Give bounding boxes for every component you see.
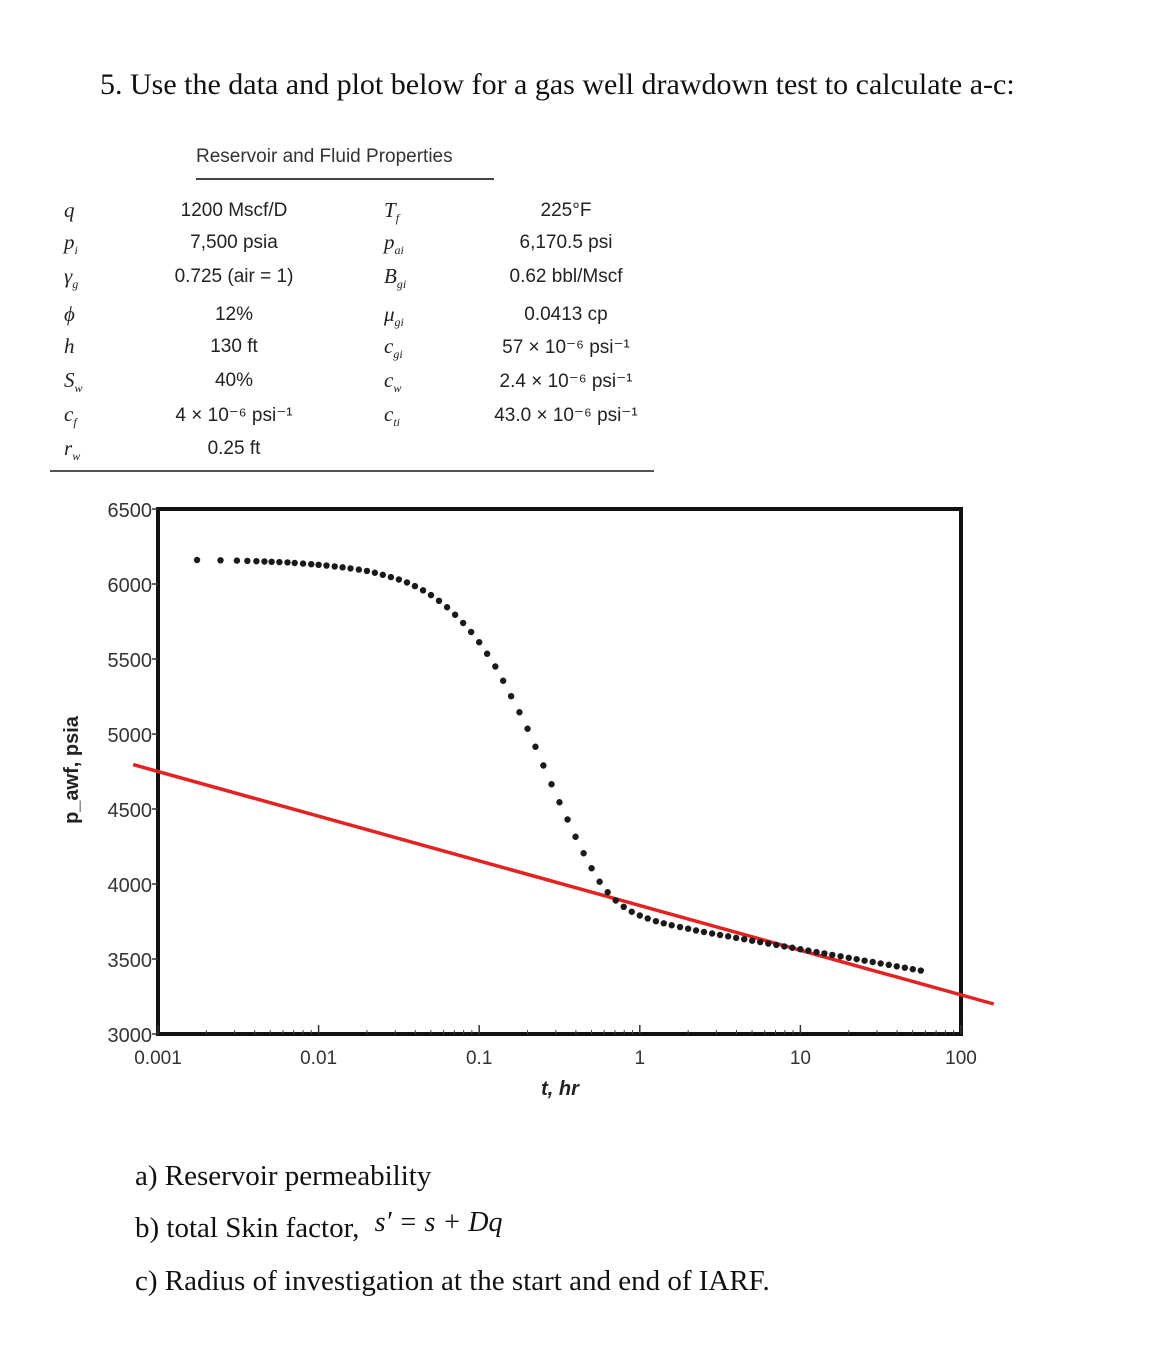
iarf-fit-line	[133, 765, 994, 1004]
right-symbol: $c_w$	[384, 368, 402, 396]
data-point	[572, 834, 578, 840]
x-tick-label: 10	[789, 1048, 811, 1069]
data-point	[308, 561, 314, 567]
data-point	[276, 559, 282, 565]
right-symbol: $c_{gi}$	[384, 334, 403, 362]
data-point	[532, 744, 538, 750]
right-value: 2.4 × 10⁻⁶ psi⁻¹	[499, 371, 633, 392]
data-point	[284, 559, 290, 565]
right-symbol: $p_{ai}$	[384, 230, 404, 258]
question-parts	[135, 1150, 770, 1307]
data-point	[436, 598, 442, 604]
data-point	[292, 560, 298, 566]
data-point	[853, 956, 859, 962]
left-symbol: $\gamma_g$	[64, 264, 79, 292]
left-value: 1200 Mscf/D	[180, 200, 288, 221]
data-point	[420, 587, 426, 593]
data-point	[846, 955, 852, 961]
data-point	[468, 629, 474, 635]
data-point	[613, 897, 619, 903]
x-axis-label: t, hr	[541, 1078, 579, 1100]
data-point	[540, 762, 546, 768]
data-point	[910, 966, 916, 972]
x-tick-label: 0.001	[134, 1048, 182, 1069]
right-value: 225°F	[540, 200, 592, 221]
data-point	[749, 938, 755, 944]
data-point	[837, 953, 843, 959]
data-point	[372, 570, 378, 576]
data-point	[388, 574, 394, 580]
y-tick-label: 3000	[107, 1025, 152, 1047]
left-value: 40%	[214, 370, 254, 391]
data-point	[500, 678, 506, 684]
data-point	[268, 559, 274, 565]
data-point	[484, 651, 490, 657]
y-tick-label: 3500	[107, 950, 152, 972]
data-point	[629, 909, 635, 915]
left-symbol: $c_f$	[64, 402, 77, 430]
data-point	[861, 957, 867, 963]
y-tick-label: 6000	[107, 575, 152, 597]
data-point	[428, 592, 434, 598]
left-value: 0.725 (air = 1)	[174, 266, 294, 287]
left-value: 130 ft	[210, 336, 258, 357]
data-point	[323, 562, 329, 568]
question-text: 5. Use the data and plot below for a gas well drawdown test to calculate a-c:	[100, 68, 1015, 101]
data-point	[829, 952, 835, 958]
data-point	[725, 933, 731, 939]
right-value: 43.0 × 10⁻⁶ psi⁻¹	[494, 405, 638, 426]
x-tick-label: 0.01	[300, 1048, 338, 1069]
data-point	[556, 799, 562, 805]
left-symbol: $p_i$	[64, 230, 78, 258]
right-value: 6,170.5 psi	[519, 232, 613, 253]
data-point	[194, 557, 200, 563]
data-point	[396, 576, 402, 582]
data-point	[797, 946, 803, 952]
left-value: 12%	[214, 304, 254, 325]
data-point	[693, 927, 699, 933]
y-axis-label: p_awf, psia	[61, 716, 83, 824]
y-tick-label: 5000	[107, 725, 152, 747]
right-value: 0.0413 cp	[524, 304, 608, 325]
data-point	[757, 939, 763, 945]
data-point	[894, 963, 900, 969]
table-title: Reservoir and Fluid Properties	[196, 146, 453, 167]
data-point	[564, 816, 570, 822]
data-point	[476, 639, 482, 645]
right-value: 57 × 10⁻⁶ psi⁻¹	[502, 337, 630, 358]
data-point	[253, 558, 259, 564]
data-point	[580, 850, 586, 856]
data-point	[452, 612, 458, 618]
data-point	[596, 879, 602, 885]
part-a: a) Reservoir permeability	[135, 1160, 432, 1192]
data-point	[765, 940, 771, 946]
x-tick-label: 0.1	[465, 1048, 493, 1069]
data-point	[508, 693, 514, 699]
y-tick-label: 4500	[107, 800, 152, 822]
x-tick-label: 100	[945, 1048, 977, 1069]
y-tick-label: 6500	[107, 500, 152, 522]
data-point	[315, 562, 321, 568]
data-point	[339, 564, 345, 570]
right-symbol: $\mu_{gi}$	[384, 302, 404, 330]
data-point	[217, 557, 223, 563]
right-value: 0.62 bbl/Mscf	[509, 266, 623, 287]
part-b-text: b) total Skin factor,	[135, 1212, 360, 1244]
skin-formula: s′ = s + Dq	[374, 1207, 503, 1238]
data-point	[773, 942, 779, 948]
data-point	[444, 604, 450, 610]
data-point	[548, 781, 554, 787]
data-point	[661, 920, 667, 926]
data-point	[356, 566, 362, 572]
left-symbol: $S_w$	[64, 368, 83, 396]
left-symbol: $r_w$	[64, 436, 81, 464]
data-point	[604, 889, 610, 895]
data-point	[637, 912, 643, 918]
data-point	[364, 568, 370, 574]
part-c: c) Radius of investigation at the start and end of IARF.	[135, 1265, 770, 1297]
data-point	[877, 960, 883, 966]
part-b	[135, 1202, 770, 1255]
data-point	[645, 915, 651, 921]
data-point	[781, 943, 787, 949]
data-point	[677, 924, 683, 930]
data-point	[789, 945, 795, 951]
right-symbol: $B_{gi}$	[384, 264, 407, 292]
left-value: 0.25 ft	[207, 438, 261, 459]
data-point	[516, 709, 522, 715]
data-point	[460, 620, 466, 626]
data-point	[244, 558, 250, 564]
data-point	[412, 583, 418, 589]
left-symbol: q	[64, 198, 75, 222]
data-point	[886, 962, 892, 968]
data-point	[709, 930, 715, 936]
data-point	[741, 936, 747, 942]
data-point	[821, 950, 827, 956]
right-symbol: $T_f$	[384, 198, 400, 226]
y-tick-label: 4000	[107, 875, 152, 897]
data-point	[234, 557, 240, 563]
data-point	[918, 967, 924, 973]
data-point	[347, 565, 353, 571]
left-symbol: ϕ	[64, 302, 75, 326]
data-point	[492, 663, 498, 669]
data-point	[380, 572, 386, 578]
data-point	[870, 959, 876, 965]
data-point	[685, 926, 691, 932]
data-point	[733, 935, 739, 941]
data-point	[805, 947, 811, 953]
data-point	[261, 558, 267, 564]
right-symbol: $c_{ti}$	[384, 402, 400, 430]
data-point	[332, 563, 338, 569]
x-tick-label: 1	[634, 1048, 646, 1069]
left-symbol: h	[64, 334, 75, 358]
data-point	[653, 918, 659, 924]
data-point	[621, 904, 627, 910]
data-point	[717, 932, 723, 938]
data-point	[813, 949, 819, 955]
data-point	[701, 929, 707, 935]
data-point	[902, 965, 908, 971]
data-point	[404, 579, 410, 585]
left-value: 4 × 10⁻⁶ psi⁻¹	[175, 405, 293, 426]
y-tick-label: 5500	[107, 650, 152, 672]
data-point	[300, 560, 306, 566]
data-point	[588, 865, 594, 871]
data-point	[669, 922, 675, 928]
data-point	[524, 726, 530, 732]
left-value: 7,500 psia	[190, 232, 278, 253]
